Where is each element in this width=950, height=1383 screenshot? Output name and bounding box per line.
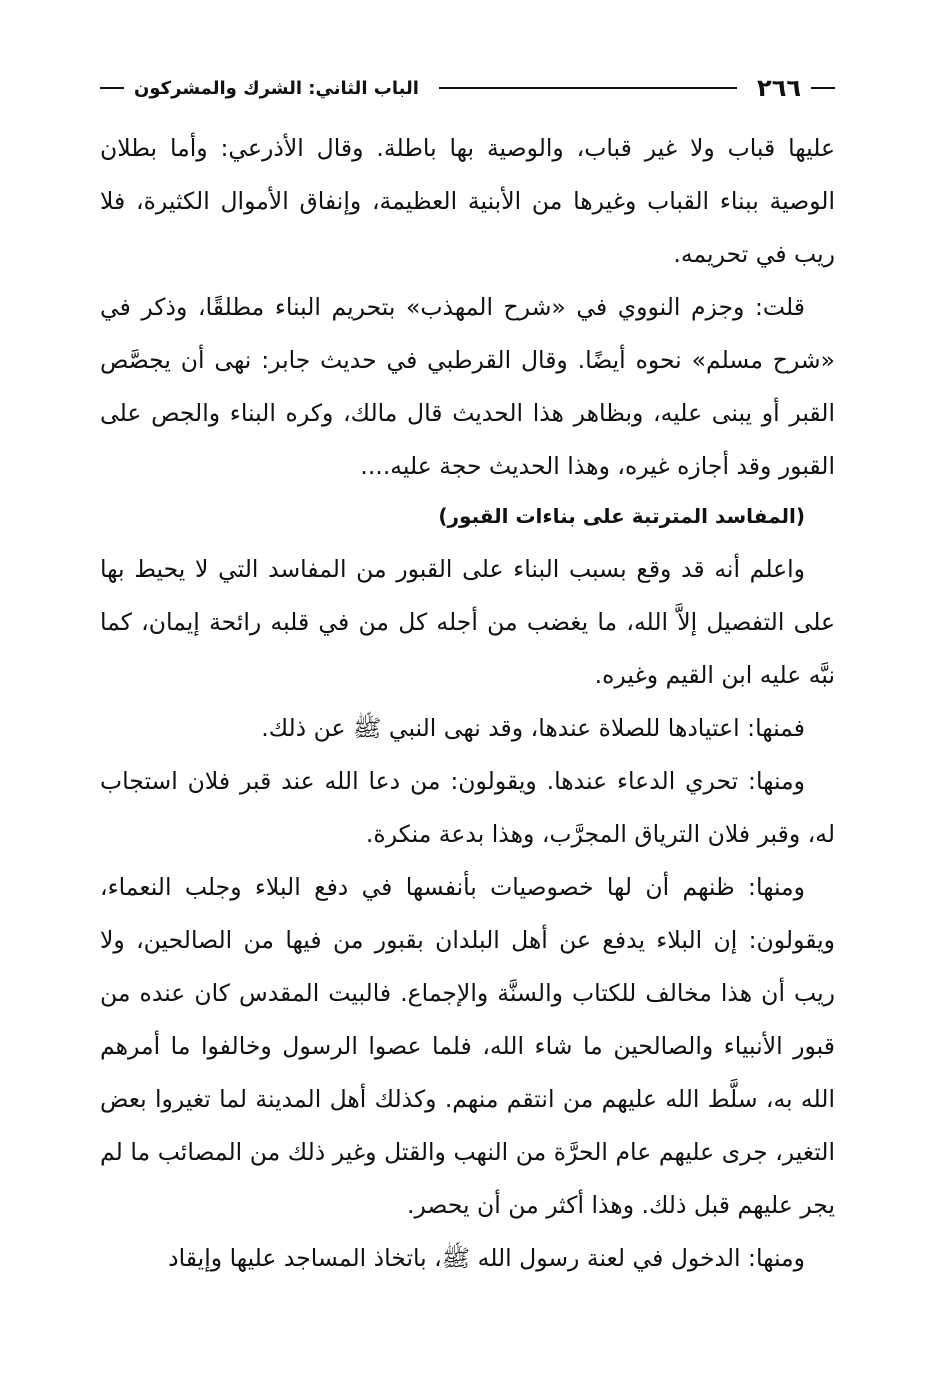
paragraph: ومنها: الدخول في لعنة رسول الله ﷺ، باتخاذ المساجد عليها وإيقاد	[168, 1244, 805, 1272]
body-text	[100, 122, 835, 1285]
page-number: ٢٦٦	[757, 74, 801, 102]
running-header	[100, 68, 835, 108]
section-heading: (المفاسد المترتبة على بناءات القبور)	[438, 504, 805, 528]
paragraph: ومنها: ظنهم أن لها خصوصيات بأنفسها في دفع البلاء وجلب النعماء، ويقولون: إن البلاء يدفع عن أهل البلدان بقبور من فيها من الصالحين، ولا ريب أن هذا مخالف للكتاب والسنَّة والإجماع. فالبيت المقدس كان عنده من قبور الأنبياء والصالحين ما شاء الله، فلما عصوا الرسول وخالفوا ما أمرهم الله به، سلَّط الله عليهم من انتقم منهم. وكذلك أهل المدينة لما تغيروا بعض التغير، جرى عليهم عام الحرَّة من النهب والقتل وغير ذلك من المصائب ما لم يجر عليهم قبل ذلك. وهذا أكثر من أن يحصر.	[100, 873, 835, 1219]
header-dash-right	[811, 87, 835, 89]
header-rule	[439, 87, 737, 89]
paragraph: واعلم أنه قد وقع بسبب البناء على القبور من المفاسد التي لا يحيط بها على التفصيل إلاَّ الله، ما يغضب من أجله كل من في قلبه رائحة إيمان، كما نبَّه عليه ابن القيم وغيره.	[100, 555, 835, 689]
paragraph: فمنها: اعتيادها للصلاة عندها، وقد نهى النبي ﷺ عن ذلك.	[261, 714, 805, 742]
header-dash-left	[100, 87, 124, 89]
paragraph: ومنها: تحري الدعاء عندها. ويقولون: من دعا الله عند قبر فلان استجاب له، وقبر فلان الترياق المجرَّب، وهذا بدعة منكرة.	[100, 767, 835, 848]
chapter-title: الباب الثاني: الشرك والمشركون	[134, 77, 419, 99]
paragraph: عليها قباب ولا غير قباب، والوصية بها باطلة. وقال الأذرعي: وأما بطلان الوصية ببناء القباب وغيرها من الأبنية العظيمة، وإنفاق الأموال الكثيرة، فلا ريب في تحريمه.	[100, 134, 835, 268]
paragraph: قلت: وجزم النووي في «شرح المهذب» بتحريم البناء مطلقًا، وذكر في «شرح مسلم» نحوه أيضًا. وقال القرطبي في حديث جابر: نهى أن يجصَّص القبر أو يبنى عليه، وبظاهر هذا الحديث قال مالك، وكره البناء والجص على القبور وقد أجازه غيره، وهذا الحديث حجة عليه....	[100, 293, 835, 480]
